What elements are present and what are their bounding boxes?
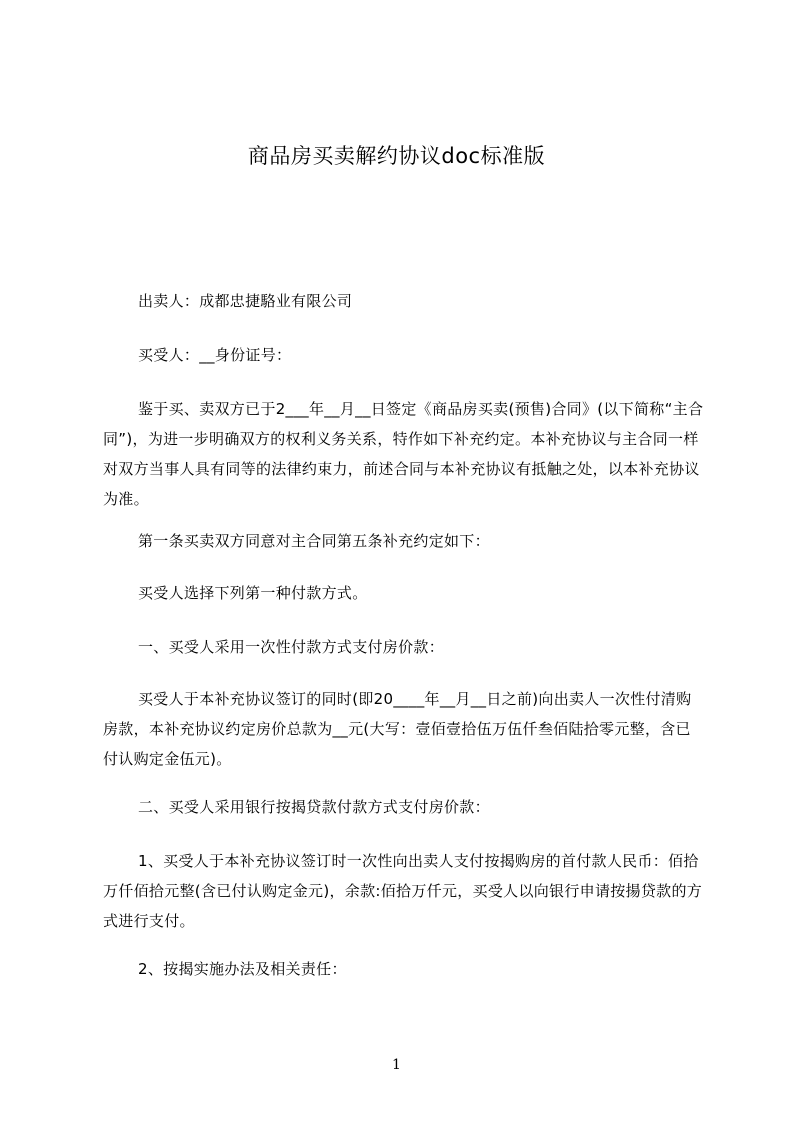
article-one-heading: 第一条买卖双方同意对主合同第五条补充约定如下： — [138, 532, 490, 550]
page-number: 1 — [392, 1057, 401, 1073]
preamble-paragraph: 鉴于买、卖双方已于2___年__月__日签定《商品房买卖(预售)合同》(以下简称“主合同”)，为进一步明确双方的权利义务关系，特作如下补充约定。本补充协议与主合同一样对双方当事人具有同等的法律约束力，前述合同与本补充协议有抵触之处，以本补充协议为准。 — [103, 400, 704, 508]
lump-sum-paragraph: 买受人于本补充协议签订的同时(即20____年__月__日之前)向出卖人一次性付清购房款，本补充协议约定房价总款为__元(大写：壹佰壹拾伍万伍仟叁佰陆拾零元整，含已付认购定金伍元)。 — [103, 690, 692, 768]
buyer-line: 买受人：__身份证号： — [138, 346, 292, 364]
mortgage-clause-2: 2、按揭实施办法及相关责任： — [138, 960, 347, 978]
seller-line: 出卖人：成都忠捷駱业有限公司 — [138, 292, 353, 310]
mortgage-clause-1: 1、买受人于本补充协议签订时一次性向出卖人支付按揭购房的首付款人民币：佰拾万仟佰拾元整(含已付认购定金元)，余款:佰拾万仟元，买受人以向银行申请按揚贷款的方式进行支付。 — [103, 852, 703, 930]
lump-sum-heading: 一、买受人采用一次性付款方式支付房价款： — [138, 638, 445, 656]
payment-choice-line: 买受人选择下列第一种付款方式。 — [138, 584, 368, 602]
mortgage-heading: 二、买受人采用银行按揭贷款付款方式支付房价款： — [138, 798, 490, 816]
document-title: 商品房买卖解约协议doc标准版 — [247, 144, 546, 168]
